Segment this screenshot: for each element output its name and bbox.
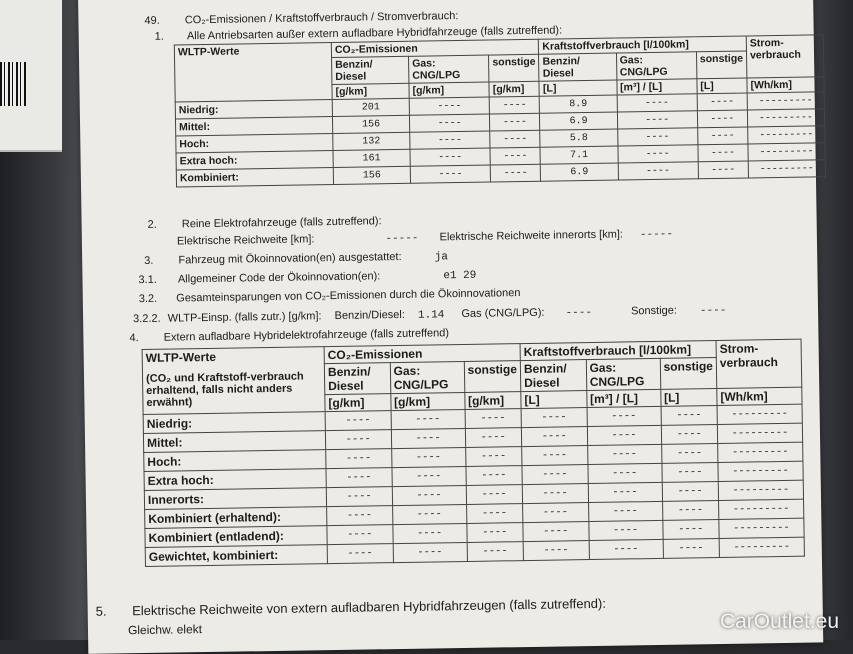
value-cell: ---- bbox=[521, 427, 587, 447]
watermark-logo: CarOutlet.eu bbox=[719, 610, 839, 633]
value-cell: 156 bbox=[332, 115, 409, 133]
unit-cell: [L] bbox=[521, 391, 587, 409]
value: e1 29 bbox=[443, 269, 477, 283]
value-cell: ---- bbox=[326, 449, 392, 469]
value-cell: ---- bbox=[697, 110, 748, 128]
section-title: Extern aufladbare Hybridelektrofahrzeuge (falls zutreffend) bbox=[163, 327, 450, 344]
unit-cell: [L] bbox=[660, 389, 717, 407]
value-cell: --------- bbox=[717, 404, 802, 424]
value-cell: ---- bbox=[392, 523, 466, 543]
value-cell: ---- bbox=[661, 406, 718, 426]
value-cell: ---- bbox=[410, 131, 490, 149]
row-label: Hoch: bbox=[144, 450, 326, 472]
section-number: 4. bbox=[129, 332, 139, 345]
value-cell: ---- bbox=[392, 504, 466, 524]
section-title: CO₂-Emissionen / Kraftstoffverbrauch / Stromverbrauch: bbox=[184, 10, 459, 27]
value-cell: ---- bbox=[467, 542, 524, 562]
value-cell: ---- bbox=[490, 113, 540, 131]
row-label: Gewichtet, kombiniert: bbox=[145, 545, 327, 567]
section-title: WLTP-Einsp. (falls zutr.) [g/km]: bbox=[167, 310, 322, 325]
value-cell: --------- bbox=[719, 518, 804, 538]
row-label: Extra hoch: bbox=[176, 151, 333, 170]
value-cell: --------- bbox=[748, 126, 825, 144]
row-label: Hoch: bbox=[176, 134, 333, 153]
value-cell: 161 bbox=[333, 149, 410, 167]
wltp-table-2 bbox=[142, 339, 805, 567]
unit-cell: [g/km] bbox=[409, 82, 489, 98]
value-cell: ---- bbox=[410, 114, 490, 132]
value-cell: ---- bbox=[618, 162, 698, 180]
value-cell: ---- bbox=[523, 503, 589, 523]
value-cell: 5.8 bbox=[540, 129, 617, 147]
value-cell: 156 bbox=[333, 166, 410, 184]
unit-cell: [m³] / [L] bbox=[586, 389, 660, 407]
section-title: Reine Elektrofahrzeuge (falls zutreffend): bbox=[181, 215, 382, 231]
section-3-1 bbox=[138, 269, 476, 287]
section-49 bbox=[144, 10, 458, 27]
value-cell: ---- bbox=[523, 522, 589, 542]
value-cell: 7.1 bbox=[540, 146, 617, 164]
header-co2: CO₂-Emissionen bbox=[331, 39, 539, 57]
subheader-cell: Benzin/ Diesel bbox=[324, 363, 390, 395]
section-title: Elektrische Reichweite von extern aufladbaren Hybridfahrzeugen (falls zutreffend): bbox=[132, 595, 607, 619]
row-label: Mittel: bbox=[175, 117, 332, 136]
value-cell: ---- bbox=[522, 484, 588, 504]
header-co2: CO₂-Emissionen bbox=[324, 344, 520, 364]
row-label: Kombiniert (erhaltend): bbox=[145, 507, 327, 529]
value-cell: ---- bbox=[698, 144, 749, 162]
section-number: 49. bbox=[144, 14, 160, 27]
value-cell: ---- bbox=[391, 447, 465, 467]
label: Elektrische Reichweite [km]: bbox=[176, 233, 315, 248]
value-cell: ---- bbox=[491, 164, 541, 182]
value-cell: ---- bbox=[588, 501, 662, 521]
subheader-cell: Benzin/ Diesel bbox=[520, 360, 586, 392]
side-card bbox=[0, 0, 62, 152]
value-cell: ---- bbox=[617, 145, 697, 163]
value-cell: ---- bbox=[522, 465, 588, 485]
section-2-values bbox=[177, 228, 673, 249]
document-page bbox=[78, 0, 823, 654]
section-number: 3.2.2. bbox=[133, 312, 161, 326]
value-cell: ---- bbox=[489, 96, 539, 114]
value-cell: ---- bbox=[698, 161, 749, 179]
unit-cell: [L] bbox=[539, 80, 616, 96]
row-label: Niedrig: bbox=[143, 412, 325, 434]
value-cell: ---- bbox=[697, 127, 748, 145]
row-label: Niedrig: bbox=[175, 100, 332, 119]
unit-cell: [g/km] bbox=[489, 81, 539, 97]
unit-cell: [L] bbox=[697, 78, 747, 94]
section-4 bbox=[129, 327, 449, 344]
unit-cell: [Wh/km] bbox=[717, 387, 802, 405]
header-wltp-label: WLTP-Werte bbox=[145, 349, 217, 365]
value-cell: ---- bbox=[466, 485, 523, 505]
wltp-table-1 bbox=[174, 34, 826, 187]
value-cell: ---- bbox=[391, 409, 465, 429]
value-cell: ---- bbox=[662, 463, 719, 483]
subheader-cell: Benzin/ Diesel bbox=[332, 56, 409, 84]
subheader-cell: Gas: CNG/LPG bbox=[616, 52, 697, 80]
value: ja bbox=[434, 251, 448, 264]
value-cell: --------- bbox=[747, 109, 824, 127]
value-cell: ---- bbox=[662, 501, 719, 521]
value-cell: ---- bbox=[465, 409, 522, 429]
value-cell: ---- bbox=[327, 506, 393, 526]
section-number: 5. bbox=[95, 603, 107, 619]
value-cell: --------- bbox=[717, 423, 802, 443]
value-cell: ---- bbox=[409, 97, 489, 115]
value-cell: ---- bbox=[391, 428, 465, 448]
value-cell: ---- bbox=[662, 519, 719, 539]
subheader-cell: sonstige bbox=[660, 358, 717, 390]
subheader-cell: sonstige bbox=[489, 54, 540, 82]
value-cell: ---- bbox=[410, 165, 490, 183]
value-cell: ---- bbox=[588, 463, 662, 483]
value-cell: ---- bbox=[467, 523, 524, 543]
section-number: 2. bbox=[147, 218, 157, 231]
value-cell: ---- bbox=[490, 130, 540, 148]
value-cell: ---- bbox=[588, 520, 662, 540]
value-cell: ---- bbox=[490, 147, 540, 165]
value-cell: ---- bbox=[522, 446, 588, 466]
label: Benzin/Diesel: bbox=[334, 308, 405, 323]
value-cell: ---- bbox=[587, 444, 661, 464]
value-cell: 132 bbox=[333, 132, 410, 150]
unit-cell: [g/km] bbox=[390, 392, 464, 410]
value-cell: ---- bbox=[466, 466, 523, 486]
value-cell: ---- bbox=[327, 525, 393, 545]
subheader-cell: Gas: CNG/LPG bbox=[409, 55, 490, 83]
value: 1.14 bbox=[417, 309, 445, 322]
unit-cell: [g/km] bbox=[325, 394, 391, 412]
value-cell: ---- bbox=[465, 447, 522, 467]
unit-cell: [g/km] bbox=[332, 83, 409, 99]
value-cell: ---- bbox=[325, 411, 391, 431]
value-cell: 8.9 bbox=[540, 95, 617, 113]
subheader-cell: Benzin/ Diesel bbox=[539, 53, 616, 81]
row-label: Innerorts: bbox=[144, 488, 326, 510]
section-title: Gesamteinsparungen von CO₂-Emissionen durch die Ökoinnovationen bbox=[176, 287, 521, 305]
value-cell: ---- bbox=[326, 468, 392, 488]
value-cell: ---- bbox=[697, 93, 748, 111]
section-5-line bbox=[128, 622, 202, 637]
value-cell: --------- bbox=[748, 160, 825, 178]
header-wltp: WLTP-Werte bbox=[174, 43, 332, 102]
row-label: Kombiniert: bbox=[176, 168, 333, 187]
value-cell: 6.9 bbox=[540, 112, 617, 130]
section-3-2 bbox=[139, 287, 521, 305]
value-cell: 201 bbox=[332, 98, 409, 116]
section-title: Allgemeiner Code der Ökoinnovation(en): bbox=[177, 270, 381, 286]
value-cell: ---- bbox=[663, 538, 720, 558]
value-cell: --------- bbox=[748, 143, 825, 161]
value-cell: ---- bbox=[410, 148, 490, 166]
section-2 bbox=[148, 215, 382, 231]
value-cell: ---- bbox=[466, 504, 523, 524]
value-cell: ---- bbox=[661, 444, 718, 464]
label: Gas (CNG/LPG): bbox=[461, 306, 545, 321]
row-label: Mittel: bbox=[143, 431, 325, 453]
unit-cell: [g/km] bbox=[464, 392, 521, 410]
value: ---- bbox=[699, 304, 727, 318]
section-5 bbox=[96, 596, 606, 619]
subheader-cell: Gas: CNG/LPG bbox=[390, 361, 465, 393]
header-strom: Strom-verbrauch bbox=[746, 35, 824, 78]
value-cell: ---- bbox=[392, 485, 466, 505]
unit-cell: [m³] / [L] bbox=[616, 79, 696, 95]
value-cell: ---- bbox=[662, 482, 719, 502]
header-strom: Strom-verbrauch bbox=[716, 339, 802, 388]
section-3-2-2 bbox=[133, 304, 726, 326]
value-cell: ---- bbox=[587, 406, 661, 426]
value-cell: ---- bbox=[617, 128, 697, 146]
value-cell: ---- bbox=[588, 482, 662, 502]
value-cell: --------- bbox=[718, 461, 803, 481]
value-cell: 6.9 bbox=[541, 163, 618, 181]
header-wltp bbox=[142, 347, 325, 415]
value-cell: ---- bbox=[523, 541, 589, 561]
value-cell: --------- bbox=[718, 480, 803, 500]
header-fuel: Kraftstoffverbrauch [l/100km] bbox=[539, 36, 747, 54]
section-number: 3.2. bbox=[138, 292, 158, 306]
unit-cell: [Wh/km] bbox=[747, 77, 824, 93]
row-label: Extra hoch: bbox=[144, 469, 326, 491]
section-number: 3. bbox=[144, 254, 154, 267]
section-3 bbox=[144, 250, 448, 268]
row-label: Kombiniert (entladend): bbox=[145, 526, 327, 548]
value-cell: --------- bbox=[718, 442, 803, 462]
value-cell: ---- bbox=[617, 111, 697, 129]
label: Elektrische Reichweite innerorts [km]: bbox=[439, 228, 624, 244]
value-cell: ---- bbox=[327, 544, 393, 564]
subheader-cell: Gas: CNG/LPG bbox=[586, 358, 661, 390]
value-cell: ---- bbox=[465, 428, 522, 448]
value-cell: --------- bbox=[719, 499, 804, 519]
section-title: Fahrzeug mit Ökoinnovation(en) ausgestattet: bbox=[178, 250, 402, 267]
label: Sonstige: bbox=[630, 304, 678, 318]
section-number: 1. bbox=[154, 30, 164, 43]
section-text: Gleichw. elekt bbox=[127, 622, 203, 638]
value-cell: ---- bbox=[326, 487, 392, 507]
value-cell: ---- bbox=[661, 425, 718, 445]
header-fuel: Kraftstoffverbrauch [l/100km] bbox=[520, 341, 716, 361]
value-cell: ---- bbox=[587, 425, 661, 445]
value-cell: ---- bbox=[325, 430, 391, 450]
barcode-icon bbox=[0, 62, 26, 106]
value-cell: --------- bbox=[719, 537, 804, 557]
section-number: 3.1. bbox=[138, 273, 157, 287]
value-cell: ---- bbox=[617, 94, 697, 112]
value: ---- bbox=[565, 306, 593, 320]
section-title: Alle Antriebsarten außer extern aufladbare Hybridfahrzeuge (falls zutreffend): bbox=[186, 24, 563, 43]
value-cell: ---- bbox=[589, 539, 663, 559]
value-cell: ---- bbox=[521, 408, 587, 428]
value-cell: --------- bbox=[747, 92, 824, 110]
value: ----- bbox=[385, 232, 419, 246]
subheader-cell: sonstige bbox=[696, 51, 747, 79]
value: ----- bbox=[639, 228, 674, 242]
value-cell: ---- bbox=[393, 542, 467, 562]
header-note: (CO₂ und Kraftstoff-verbrauch erhaltend, falls nicht anders erwähnt) bbox=[145, 370, 304, 409]
value-cell: ---- bbox=[392, 466, 466, 486]
subheader-cell: sonstige bbox=[464, 361, 521, 393]
